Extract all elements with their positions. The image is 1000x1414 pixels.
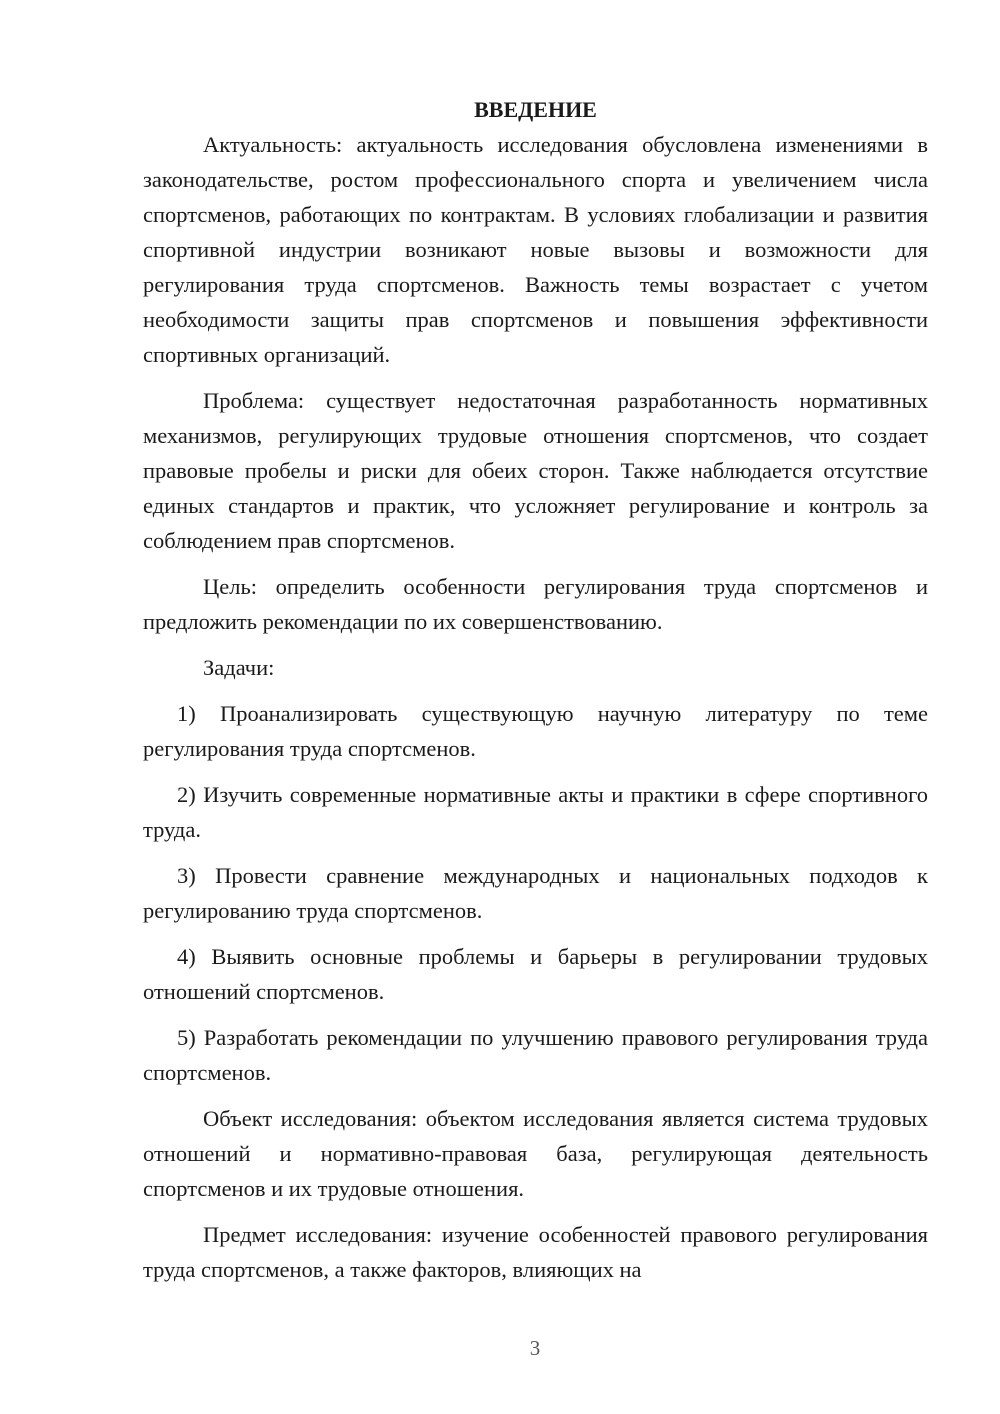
page-title: ВВЕДЕНИЕ — [474, 97, 597, 122]
page-number: 3 — [529, 1336, 541, 1360]
paragraph-object: Объект исследования: объектом исследования является система трудовых отношений и нормативно-правовая база, регулирующая деятельность спортсменов и их трудовые отношения. — [143, 1106, 928, 1201]
page-content — [143, 92, 928, 1287]
task-item-3: 3) Провести сравнение международных и национальных подходов к регулированию труда спортсменов. — [143, 863, 928, 923]
tasks-label: Задачи: — [203, 655, 275, 680]
task-item-2: 2) Изучить современные нормативные акты и практики в сфере спортивного труда. — [143, 782, 928, 842]
paragraph-relevance: Актуальность: актуальность исследования обусловлена изменениями в законодательстве, ростом профессионального спорта и увеличением числа спортсменов, работающих по контрактам. В условиях глобализации и развития спортивной индустрии возникают новые вызовы и возможности для регулирования труда спортсменов. Важность темы возрастает с учетом необходимости защиты прав спортсменов и повышения эффективности спортивных организаций. — [143, 132, 928, 367]
paragraph-problem: Проблема: существует недостаточная разработанность нормативных механизмов, регулирующих трудовые отношения спортсменов, что создает правовые пробелы и риски для обеих сторон. Также наблюдается отсутствие единых стандартов и практик, что усложняет регулирование и контроль за соблюдением прав спортсменов. — [143, 388, 928, 553]
task-item-4: 4) Выявить основные проблемы и барьеры в регулировании трудовых отношений спортсменов. — [143, 944, 928, 1004]
task-item-5: 5) Разработать рекомендации по улучшению правового регулирования труда спортсменов. — [143, 1025, 928, 1085]
task-item-1: 1) Проанализировать существующую научную литературу по теме регулирования труда спортсменов. — [143, 701, 928, 761]
paragraph-subject: Предмет исследования: изучение особенностей правового регулирования труда спортсменов, а также факторов, влияющих на — [143, 1222, 928, 1282]
paragraph-goal: Цель: определить особенности регулирования труда спортсменов и предложить рекомендации по их совершенствованию. — [143, 574, 928, 634]
